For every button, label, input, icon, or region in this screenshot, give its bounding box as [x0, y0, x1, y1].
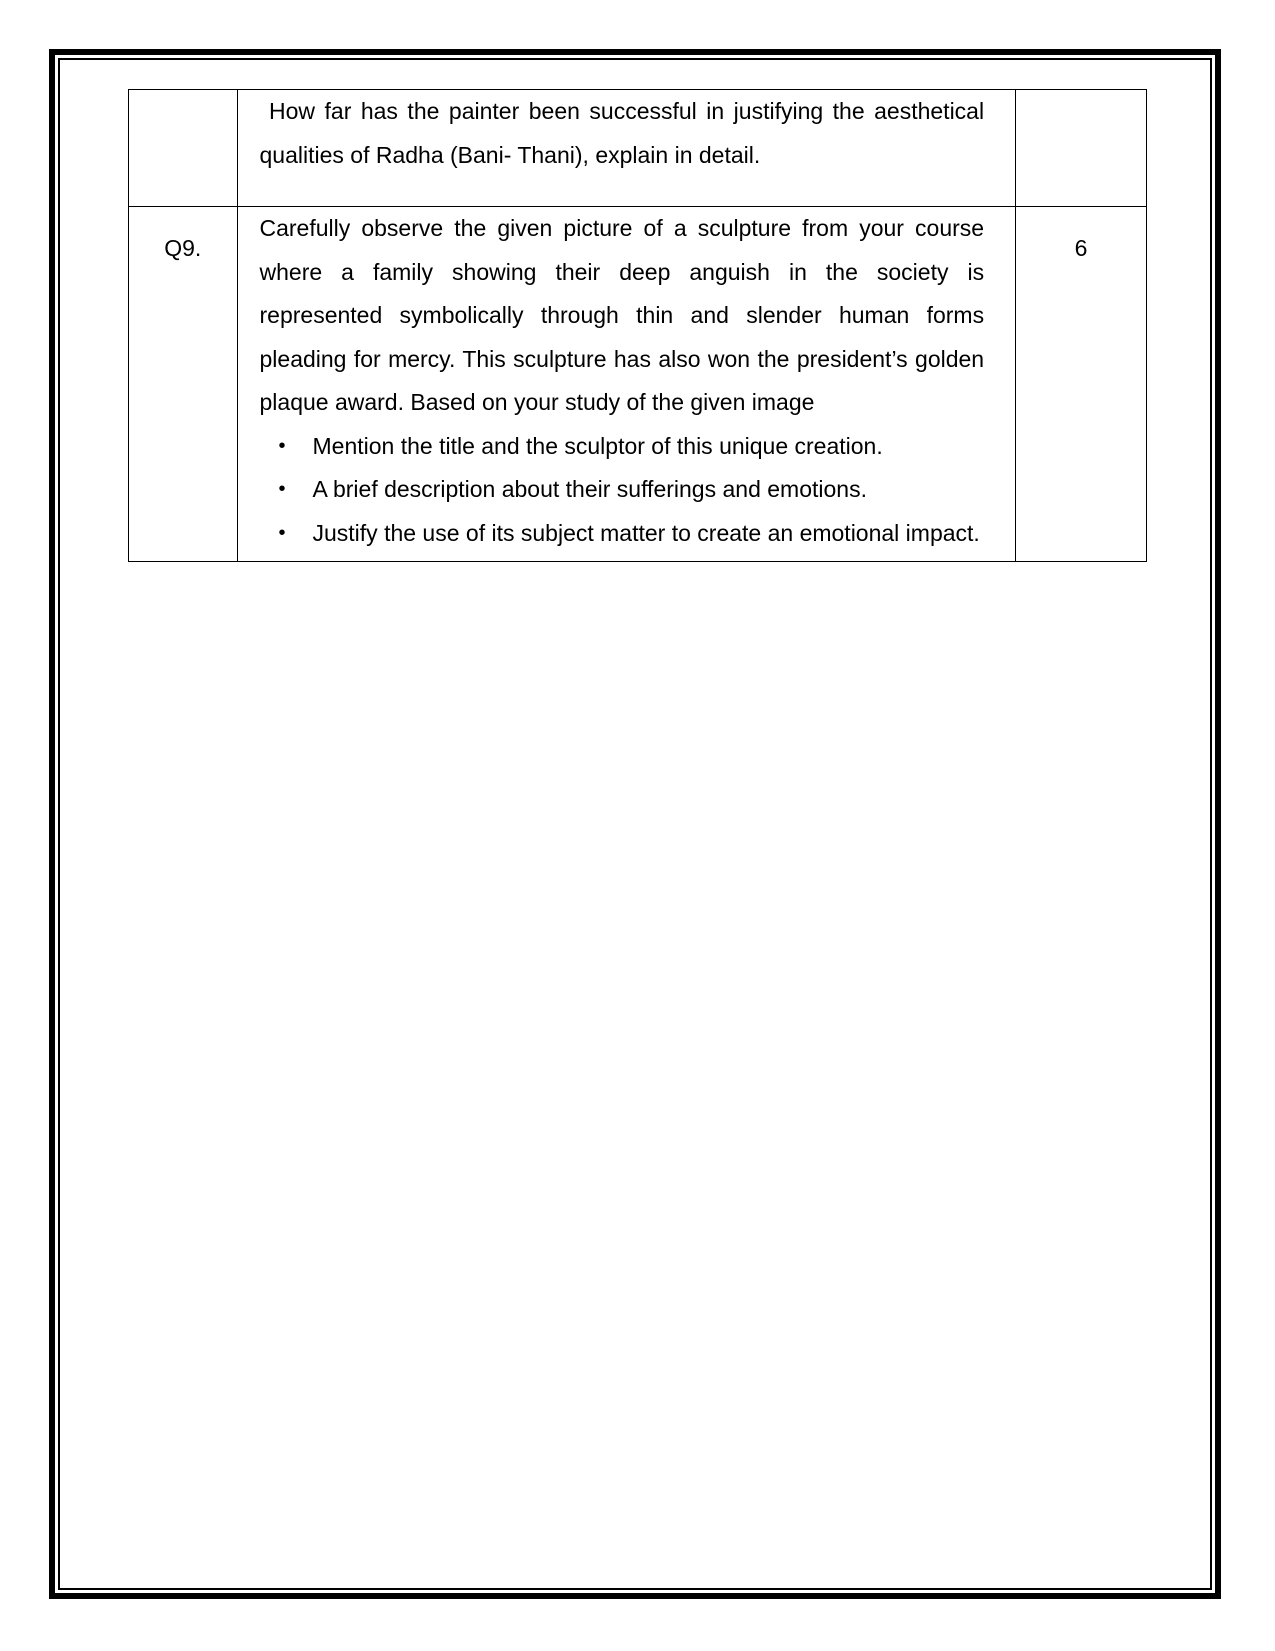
question-text: How far has the painter been successful in justifying the aesthetical qualities of Radha (Bani- Thani), explain in detail. [259, 98, 991, 168]
marks-value: 6 [1074, 235, 1088, 261]
list-item: • Mention the title and the sculptor of this unique creation. [313, 425, 985, 469]
question-table [128, 89, 1147, 562]
question-number-cell [129, 90, 238, 207]
table-row [129, 207, 1147, 562]
question-text: Carefully observe the given picture of a sculpture from your course where a family showing their deep anguish in the society is represented symbolically through thin and slender human forms pleading for mercy. This sculpture has also won the president’s golden plaque award. Based on your study of the given image [259, 215, 985, 415]
question-text-cell [237, 207, 1016, 562]
question-number: Q9. [164, 235, 202, 261]
marks-cell [1016, 90, 1147, 207]
marks-cell [1016, 207, 1147, 562]
question-text-cell [237, 90, 1016, 207]
bullet-list [260, 425, 985, 556]
table-row [129, 90, 1147, 207]
list-item: • Justify the use of its subject matter to create an emotional impact. [313, 512, 985, 556]
list-item: • A brief description about their sufferings and emotions. [313, 468, 985, 512]
question-number-cell [129, 207, 238, 562]
